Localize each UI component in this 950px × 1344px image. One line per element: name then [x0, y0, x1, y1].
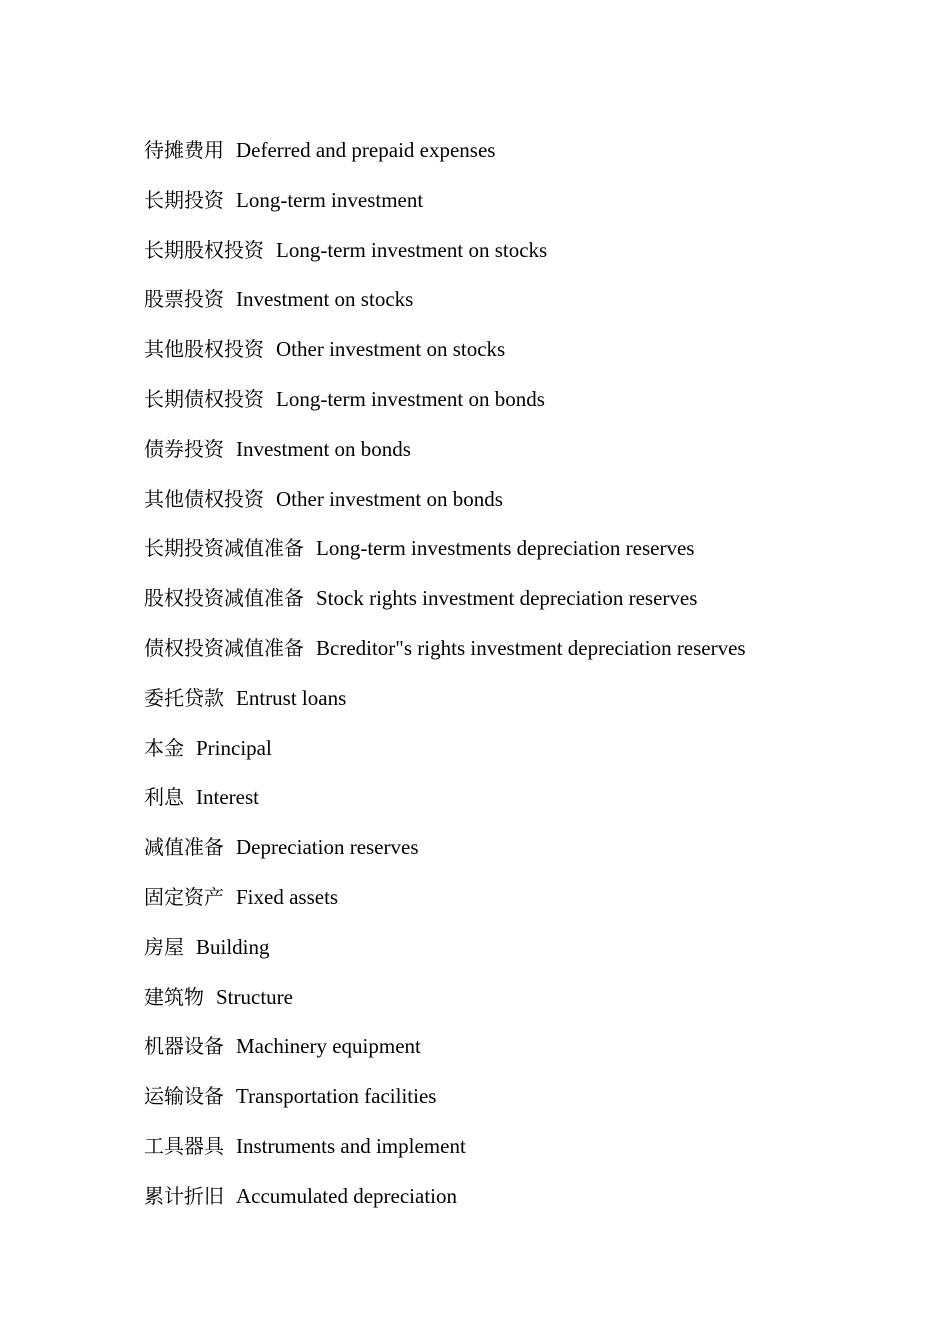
glossary-entry [144, 781, 746, 831]
glossary-entry [144, 831, 746, 881]
entry-english-term: Long-term investment on stocks [276, 237, 548, 262]
entry-english-term: Other investment on bonds [276, 486, 503, 511]
glossary-entry [144, 333, 746, 383]
glossary-entry [144, 1030, 746, 1080]
entry-chinese-term: 股权投资减值准备 [144, 586, 304, 611]
glossary-entry [144, 433, 746, 483]
glossary-entry [144, 981, 746, 1031]
entry-chinese-term: 本金 [144, 735, 184, 760]
glossary-entry [144, 184, 746, 234]
entry-chinese-term: 长期债权投资 [144, 386, 264, 411]
glossary-entry [144, 483, 746, 533]
entry-chinese-term: 其他债权投资 [144, 486, 264, 511]
entry-chinese-term: 债权投资减值准备 [144, 635, 304, 660]
glossary-entry [144, 1180, 746, 1230]
entry-english-term: Fixed assets [236, 884, 339, 909]
entry-chinese-term: 其他股权投资 [144, 337, 264, 362]
glossary-entry [144, 234, 746, 284]
glossary-entry [144, 1130, 746, 1180]
entry-english-term: Transportation facilities [236, 1084, 437, 1109]
entry-chinese-term: 累计折旧 [144, 1183, 224, 1208]
glossary-entry [144, 283, 746, 333]
entry-english-term: Structure [216, 984, 293, 1009]
glossary-entry [144, 881, 746, 931]
glossary-entry [144, 383, 746, 433]
entry-english-term: Accumulated depreciation [236, 1183, 457, 1208]
glossary-entry [144, 532, 746, 582]
entry-chinese-term: 固定资产 [144, 884, 224, 909]
entry-english-term: Entrust loans [236, 685, 347, 710]
entry-chinese-term: 债券投资 [144, 436, 224, 461]
entry-english-term: Investment on stocks [236, 287, 414, 312]
entry-english-term: Instruments and implement [236, 1133, 466, 1158]
entry-english-term: Long-term investment [236, 187, 424, 212]
entry-chinese-term: 工具器具 [144, 1133, 224, 1158]
entry-chinese-term: 机器设备 [144, 1034, 224, 1059]
entry-english-term: Bcreditor"s rights investment depreciation reserves [316, 635, 746, 660]
entry-chinese-term: 利息 [144, 785, 184, 810]
entry-english-term: Long-term investments depreciation reserves [316, 536, 695, 561]
glossary-entry [144, 632, 746, 682]
entry-chinese-term: 长期投资 [144, 187, 224, 212]
glossary-entry [144, 732, 746, 782]
entry-chinese-term: 建筑物 [144, 984, 204, 1009]
entry-english-term: Interest [196, 785, 259, 810]
entry-english-term: Investment on bonds [236, 436, 411, 461]
entry-english-term: Other investment on stocks [276, 337, 506, 362]
entry-chinese-term: 待摊费用 [144, 138, 224, 162]
entry-chinese-term: 长期股权投资 [144, 237, 264, 262]
entry-chinese-term: 长期投资减值准备 [144, 536, 304, 561]
entry-chinese-term: 委托贷款 [144, 685, 224, 710]
entry-english-term: Principal [196, 735, 272, 760]
glossary-entry [144, 134, 746, 184]
entry-english-term: Building [196, 934, 270, 959]
entry-chinese-term: 减值准备 [144, 835, 224, 860]
entry-english-term: Stock rights investment depreciation reserves [316, 586, 698, 611]
entry-english-term: Deferred and prepaid expenses [236, 138, 496, 162]
glossary-entry [144, 682, 746, 732]
entry-english-term: Depreciation reserves [236, 835, 419, 860]
entry-chinese-term: 股票投资 [144, 287, 224, 312]
glossary-entry [144, 1080, 746, 1130]
glossary-entry [144, 931, 746, 981]
entry-english-term: Long-term investment on bonds [276, 386, 545, 411]
entry-english-term: Machinery equipment [236, 1034, 421, 1059]
glossary-entry [144, 582, 746, 632]
entry-chinese-term: 运输设备 [144, 1084, 224, 1109]
glossary-list [144, 134, 746, 1230]
entry-chinese-term: 房屋 [144, 934, 184, 959]
